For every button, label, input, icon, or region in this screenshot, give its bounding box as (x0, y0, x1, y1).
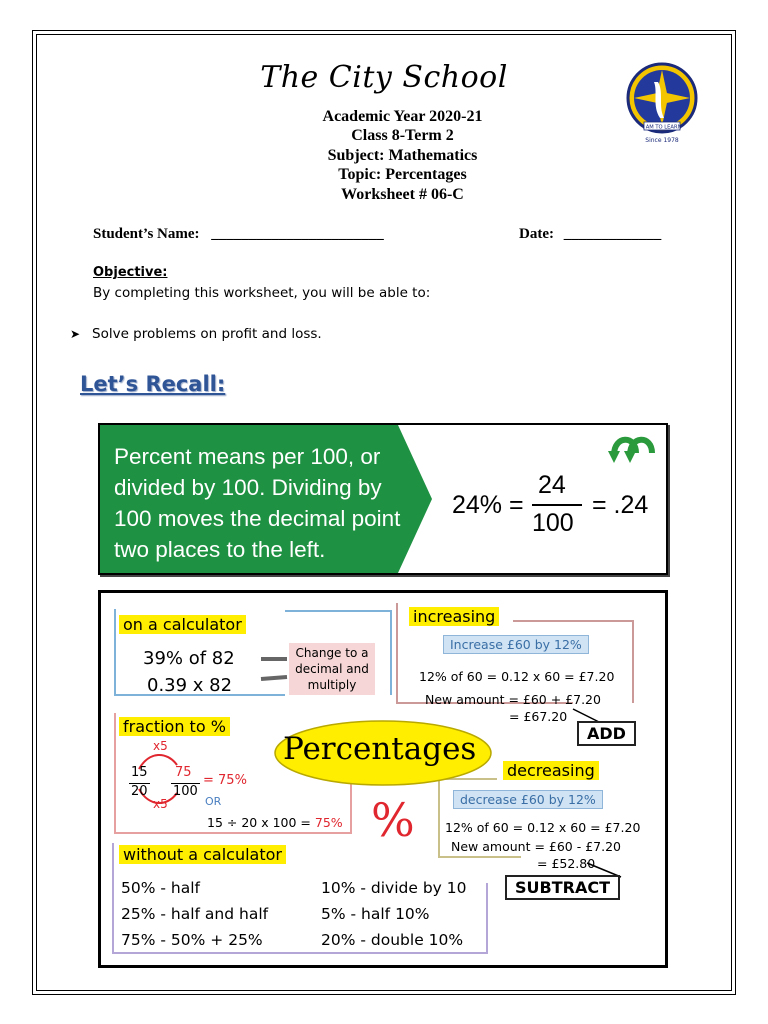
fraction-num1: 15 (131, 765, 148, 780)
student-name-field[interactable]: _______________________ (211, 226, 384, 242)
without-right-column (321, 875, 467, 953)
calculator-line2: 0.39 x 82 (147, 675, 233, 696)
list-item: 50% - half (121, 879, 200, 897)
arrow-bullet-icon: ➤ (70, 327, 81, 341)
definition-text: Percent means per 100, or divided by 100. Dividing by 100 moves the decimal point two places to the left. (114, 444, 401, 562)
topic: Topic: Percentages (338, 166, 467, 184)
fraction-title: fraction to % (119, 717, 230, 736)
list-item: 75% - 50% + 25% (121, 931, 263, 949)
calculator-title: on a calculator (119, 615, 246, 634)
recall-title: Let’s Recall: (80, 372, 226, 396)
bullet-text: Solve problems on profit and loss. (92, 326, 322, 342)
increasing-title: increasing (409, 607, 499, 626)
list-item: 10% - divide by 10 (321, 879, 467, 897)
worksheet-header (0, 107, 768, 204)
times-five-top: x5 (153, 739, 168, 753)
fraction-calc: 15 ÷ 20 x 100 = 75% (207, 815, 343, 830)
student-name-row (93, 226, 384, 243)
subtract-label: SUBTRACT (505, 875, 620, 900)
percent-definition-box: Percent means per 100, or divided by 100. Dividing by 100 moves the decimal point two places to the left. 24% = 24 100 = .24 (98, 423, 668, 575)
objective-text: By completing this worksheet, you will be able to: (93, 285, 431, 301)
objective-bullet (70, 326, 322, 342)
decrease-task: decrease £60 by 12% (453, 790, 603, 809)
academic-year: Academic Year 2020-21 (322, 108, 483, 125)
increase-line3: = £67.20 (509, 709, 568, 724)
list-item: 25% - half and half (121, 905, 269, 923)
list-item: 5% - half 10% (321, 905, 430, 923)
percentages-poster (98, 590, 668, 968)
fraction-den1: 20 (131, 784, 148, 799)
date-field[interactable]: _____________ (563, 226, 662, 242)
fraction-num2: 75 (175, 765, 192, 780)
logo-motto: I AM TO LEARN (642, 124, 682, 131)
without-title: without a calculator (119, 845, 286, 864)
subject: Subject: Mathematics (327, 146, 478, 164)
objective-title: Objective: (93, 265, 168, 280)
times-five-bottom: x5 (153, 797, 168, 811)
fraction-den2: 100 (173, 784, 198, 799)
fraction-bar (532, 504, 582, 506)
list-item: 20% - double 10% (321, 931, 464, 949)
decrease-line3: = £52.80 (537, 856, 596, 871)
add-label: ADD (577, 721, 636, 746)
decrease-line1: 12% of 60 = 0.12 x 60 = £7.20 (445, 820, 641, 835)
student-name-label: Student’s Name: (93, 226, 200, 242)
logo-since: Since 1978 (645, 137, 679, 144)
date-row (519, 226, 661, 243)
worksheet-number: Worksheet # 06-C (341, 185, 464, 203)
percent-symbol: % (371, 793, 415, 847)
percentages-title: Percentages (283, 731, 477, 767)
increase-line1: 12% of 60 = 0.12 x 60 = £7.20 (419, 669, 615, 684)
date-label: Date: (519, 226, 554, 242)
decrease-line2: New amount = £60 - £7.20 (451, 839, 621, 854)
calculator-line1: 39% of 82 (143, 648, 235, 669)
calculator-note: Change to a decimal and multiply (289, 643, 375, 695)
fraction-result: = 75% (203, 773, 247, 788)
class-term: Class 8-Term 2 (351, 127, 454, 145)
school-name: The City School (260, 60, 508, 95)
fraction-or: OR (205, 795, 222, 808)
increase-task: Increase £60 by 12% (443, 635, 589, 654)
increase-line2: New amount = £60 + £7.20 (425, 692, 601, 707)
without-left-column (121, 875, 268, 953)
decreasing-title: decreasing (503, 761, 599, 780)
